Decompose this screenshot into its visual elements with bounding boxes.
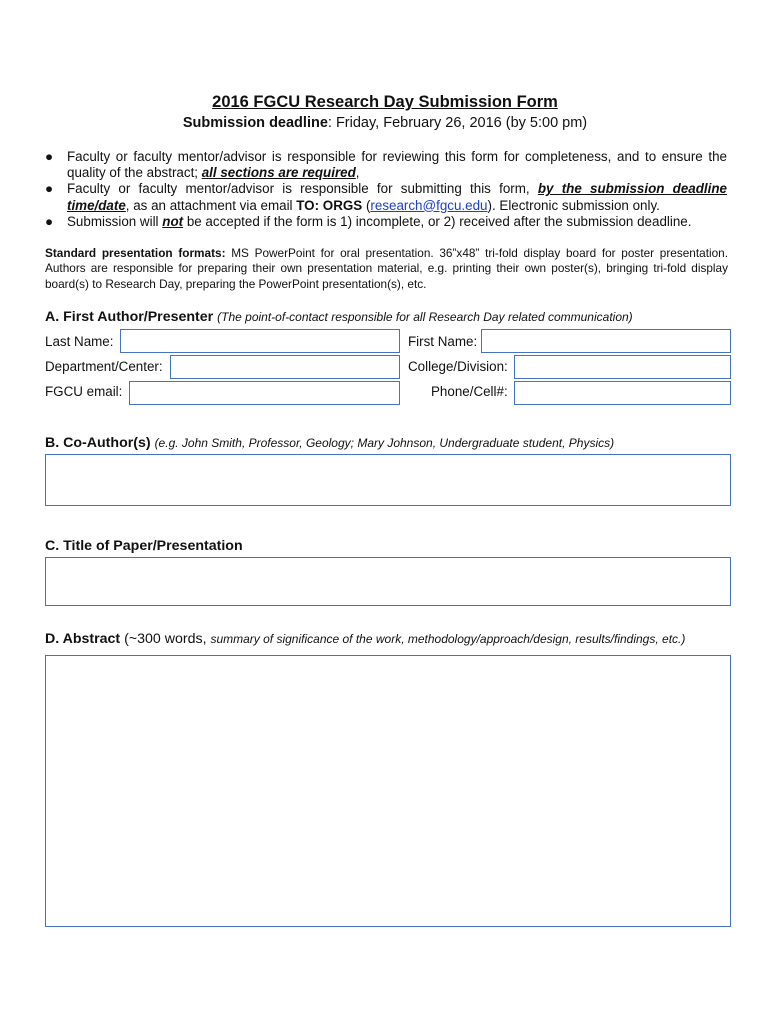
section-a-note: (The point-of-contact responsible for all Research Day related communication) bbox=[217, 310, 633, 324]
section-d-note: summary of significance of the work, methodology/approach/design, results/findings, etc.) bbox=[210, 632, 686, 646]
bullet-text: be accepted if the form is 1) incomplete, or 2) received after the submission deadline. bbox=[183, 213, 692, 229]
instructions-list bbox=[45, 149, 727, 230]
email-label: FGCU email: bbox=[45, 384, 123, 399]
bullet-to: TO: ORGS bbox=[296, 197, 363, 213]
department-input[interactable] bbox=[170, 355, 400, 379]
college-label: College/Division: bbox=[408, 359, 508, 374]
list-item bbox=[45, 181, 727, 213]
bullet-text: , as an attachment via email bbox=[125, 197, 297, 213]
standard-formats bbox=[45, 246, 728, 292]
submission-deadline bbox=[0, 115, 770, 131]
email-input[interactable] bbox=[129, 381, 400, 405]
co-authors-input[interactable] bbox=[45, 454, 731, 506]
first-name-label: First Name: bbox=[408, 334, 478, 349]
bullet-text: ). Electronic submission only. bbox=[487, 197, 660, 213]
section-a-heading bbox=[45, 309, 633, 325]
form-title: 2016 FGCU Research Day Submission Form bbox=[212, 93, 558, 111]
bullet-text: Submission will bbox=[67, 213, 163, 229]
deadline-label: Submission deadline bbox=[182, 115, 328, 131]
phone-input[interactable] bbox=[514, 381, 731, 405]
bullet-emphasis: all sections are required bbox=[201, 165, 356, 181]
deadline-value: : Friday, February 26, 2016 (by 5:00 pm) bbox=[327, 115, 588, 131]
list-item bbox=[45, 149, 727, 181]
bullet-emphasis: not bbox=[162, 213, 184, 229]
section-d-title: D. Abstract bbox=[45, 631, 121, 647]
bullet-text: ( bbox=[362, 197, 371, 213]
email-link[interactable]: research@fgcu.edu bbox=[370, 197, 488, 213]
section-b-title: B. Co-Author(s) bbox=[45, 435, 151, 451]
section-b-heading bbox=[45, 435, 614, 451]
section-c-heading: C. Title of Paper/Presentation bbox=[45, 538, 243, 554]
bullet-text: Faculty or faculty mentor/advisor is responsible for submitting this form, bbox=[67, 181, 538, 197]
last-name-label: Last Name: bbox=[45, 334, 114, 349]
bullet-icon: ● bbox=[45, 181, 54, 197]
section-b-note: (e.g. John Smith, Professor, Geology; Mary Johnson, Undergraduate student, Physics) bbox=[154, 436, 615, 450]
last-name-input[interactable] bbox=[120, 329, 400, 353]
standard-text: MS PowerPoint for oral presentation. 36”x48” tri-fold display board for poster presentation. Authors are responsible for preparing their own presentation material, e.g. printing their own poster(s), bringing tri-fold display board(s) to Research Day, preparing the PowerPoint presentation(s), etc. bbox=[45, 246, 728, 291]
phone-label: Phone/Cell#: bbox=[431, 384, 508, 399]
bullet-text: Faculty or faculty mentor/advisor is responsible for reviewing this form for completeness, and to ensure the quality of the abstract; bbox=[67, 149, 727, 181]
section-d-plain: (~300 words, bbox=[120, 631, 211, 647]
standard-label: Standard presentation formats: bbox=[45, 246, 226, 260]
bullet-icon: ● bbox=[45, 213, 54, 229]
first-name-input[interactable] bbox=[481, 329, 731, 353]
title-input[interactable] bbox=[45, 557, 731, 606]
bullet-icon: ● bbox=[45, 149, 54, 164]
list-item bbox=[45, 214, 727, 230]
section-a-title: A. First Author/Presenter bbox=[45, 309, 214, 325]
abstract-input[interactable] bbox=[45, 655, 731, 927]
section-d-heading bbox=[45, 631, 685, 647]
bullet-text: , bbox=[355, 165, 360, 181]
department-label: Department/Center: bbox=[45, 359, 163, 374]
bullet-emphasis: by the submission deadline time/date bbox=[67, 181, 727, 213]
college-input[interactable] bbox=[514, 355, 731, 379]
